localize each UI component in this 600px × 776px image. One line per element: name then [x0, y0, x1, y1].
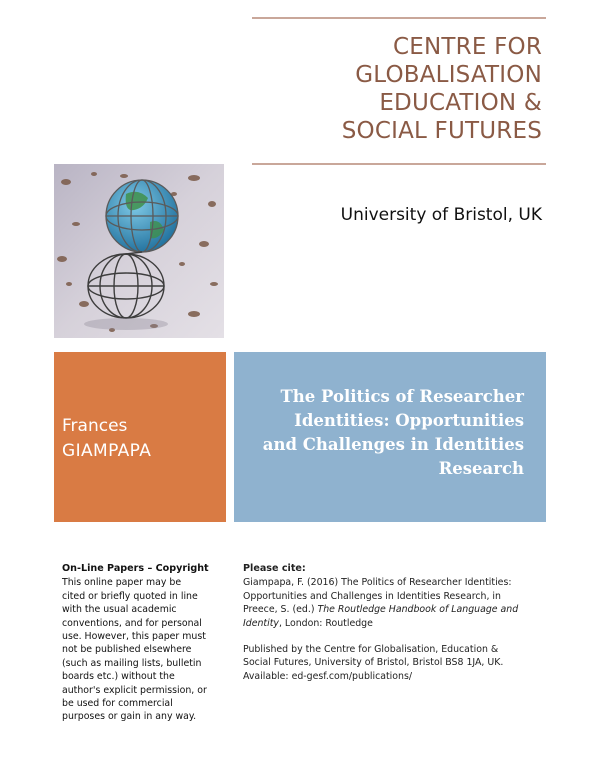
citation-line: Giampapa, F. (2016) The Politics of Researcher Identities: — [243, 577, 512, 589]
copyright-line: with the usual academic — [62, 604, 177, 616]
copyright-line: cited or briefly quoted in line — [62, 590, 198, 602]
author-first-name: Frances — [62, 416, 128, 436]
citation-book-title-end: Identity — [243, 617, 279, 629]
copyright-line: This online paper may be — [62, 577, 182, 589]
centre-name — [250, 33, 542, 145]
citation-line: Opportunities and Challenges in Identities Research, in — [243, 590, 501, 602]
paper-title-line-4: Research — [438, 459, 524, 478]
centre-name-line-1: CENTRE FOR — [393, 34, 542, 60]
publisher-link: Available: ed-gesf.com/publications/ — [243, 670, 413, 682]
citation-editor: Preece, S. (ed.) — [243, 604, 318, 616]
middle-divider — [252, 163, 546, 165]
author-last-name: GIAMPAPA — [62, 441, 152, 461]
centre-name-line-3: EDUCATION & — [379, 90, 542, 116]
paper-title-line-3: and Challenges in Identities — [262, 435, 524, 454]
publisher-info — [243, 643, 543, 683]
copyright-line: (such as mailing lists, bulletin — [62, 657, 202, 669]
author-box — [54, 352, 226, 522]
paper-title-box — [234, 352, 546, 522]
paper-title-line-1: The Politics of Researcher — [280, 387, 524, 406]
centre-name-line-4: SOCIAL FUTURES — [341, 118, 542, 144]
citation-book-title: The Routledge Handbook of Language and — [317, 604, 519, 616]
paper-title — [234, 385, 524, 481]
copyright-notice — [62, 562, 232, 724]
university-name: University of Bristol, UK — [340, 205, 542, 225]
copyright-line: be used for commercial — [62, 698, 173, 710]
publisher-line: Published by the Centre for Globalisation, Education & — [243, 644, 499, 656]
publisher-line: Social Futures, University of Bristol, Bristol BS8 1JA, UK. — [243, 657, 504, 669]
copyright-heading: On-Line Papers – Copyright — [62, 563, 209, 574]
citation-publisher: , London: Routledge — [278, 617, 373, 629]
citation-block — [243, 562, 543, 683]
paper-title-line-2: Identities: Opportunities — [294, 411, 524, 430]
copyright-line: not be published elsewhere — [62, 644, 192, 656]
copyright-line: purposes or gain in any way. — [62, 711, 197, 723]
copyright-line: author's explicit permission, or — [62, 684, 207, 696]
citation-line — [243, 617, 543, 630]
globe-sculpture-photo — [54, 164, 224, 338]
citation-line — [243, 603, 543, 616]
copyright-body — [62, 576, 232, 723]
copyright-line: use. However, this paper must — [62, 631, 206, 643]
copyright-line: boards etc.) without the — [62, 671, 175, 683]
copyright-line: conventions, and for personal — [62, 617, 202, 629]
citation-heading: Please cite: — [243, 563, 306, 574]
top-divider — [252, 17, 546, 19]
centre-name-line-2: GLOBALISATION — [355, 62, 542, 88]
